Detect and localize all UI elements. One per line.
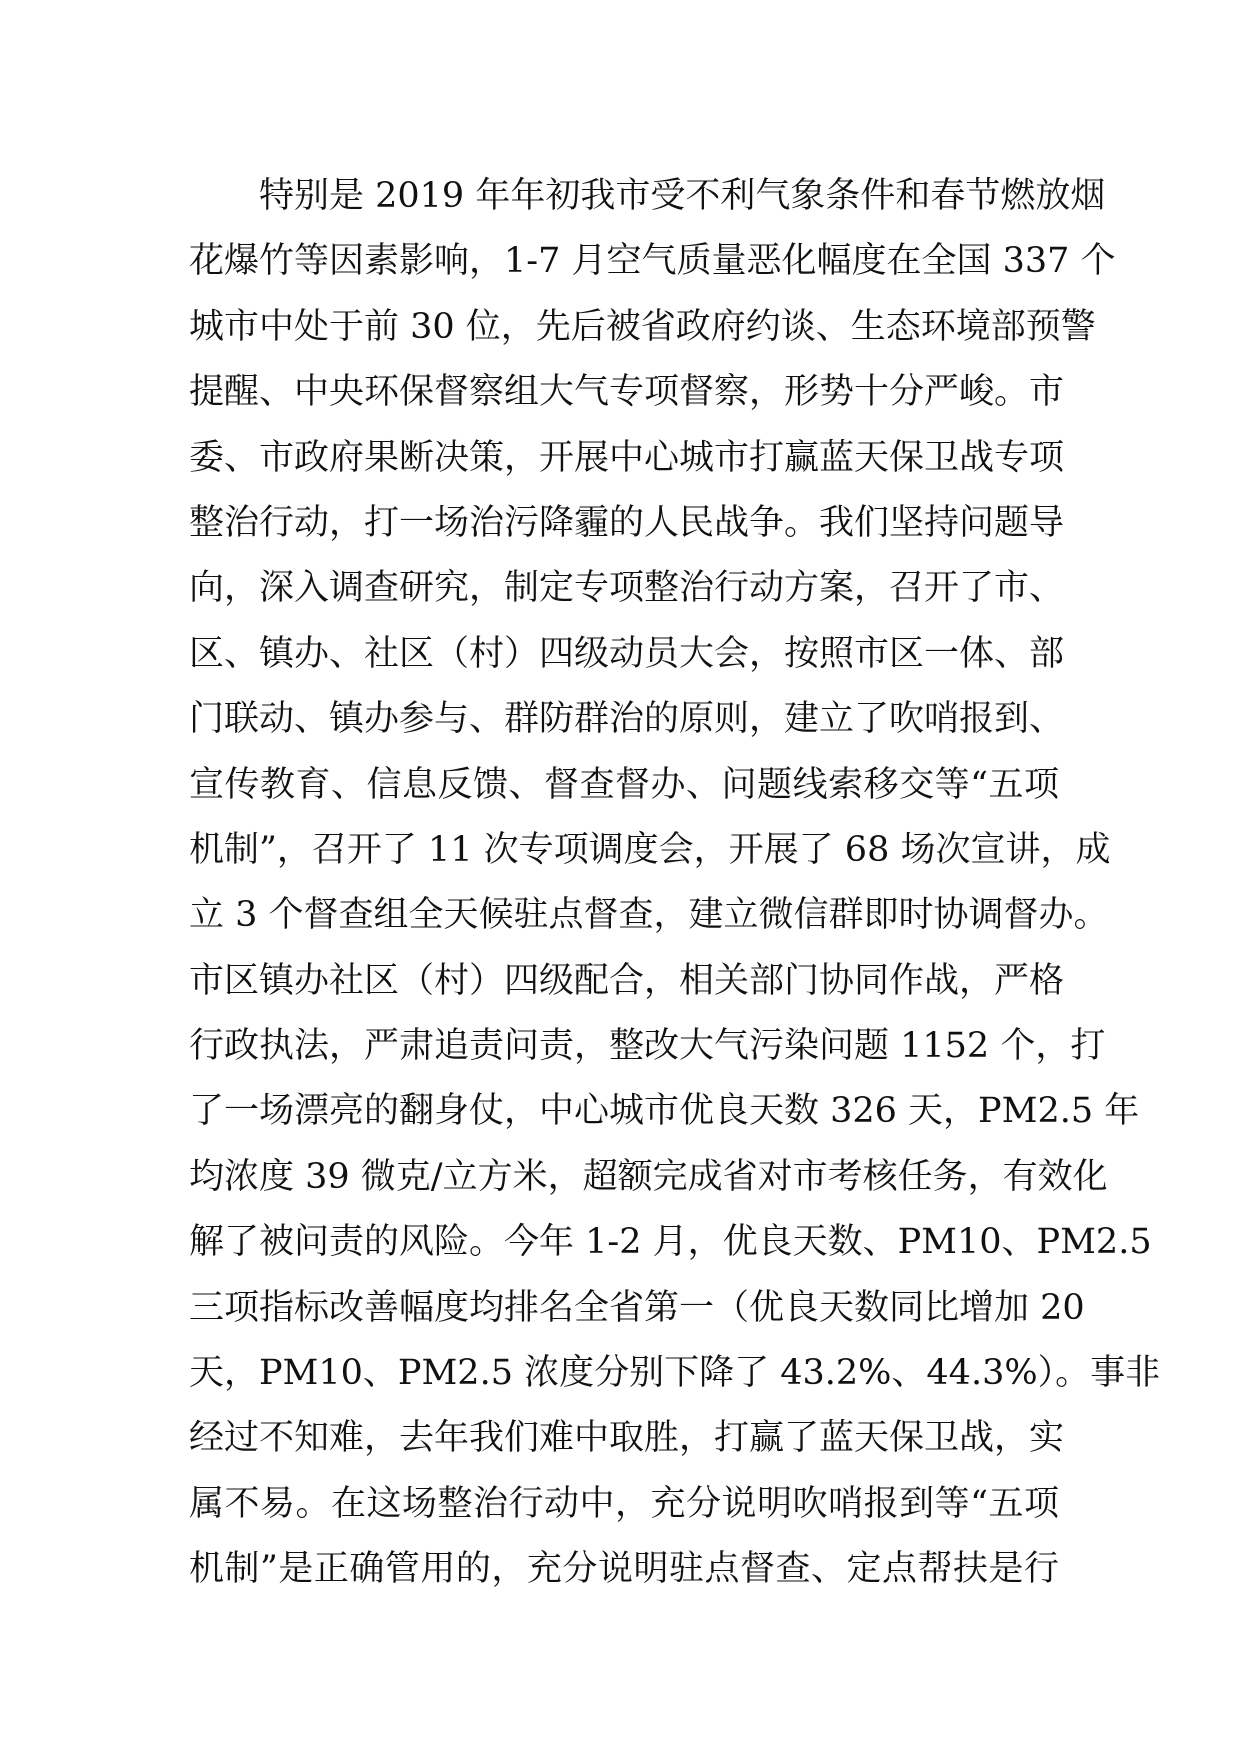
text-line: 经过不知难，去年我们难中取胜，打赢了蓝天保卫战，实 [189,1418,1065,1459]
text-line: 整治行动，打一场治污降霾的人民战争。我们坚持问题导 [189,502,1065,543]
text-line: 城市中处于前 30 位，先后被省政府约谈、生态环境部预警 [189,306,1096,347]
text-line: 区、镇办、社区（村）四级动员大会，按照市区一体、部 [189,633,1065,674]
text-line: 提醒、中央环保督察组大气专项督察，形势十分严峻。市 [189,372,1065,413]
text-line: 均浓度 39 微克/立方米，超额完成省对市考核任务，有效化 [189,1156,1108,1197]
text-line: 属不易。在这场整治行动中，充分说明吹哨报到等“五项 [189,1483,1059,1524]
text-line: 宣传教育、信息反馈、督查督办、问题线索移交等“五项 [189,764,1059,805]
text-line: 机制”，召开了 11 次专项调度会，开展了 68 场次宣讲，成 [189,829,1111,870]
text-line: 委、市政府果断决策，开展中心城市打赢蓝天保卫战专项 [189,437,1065,478]
text-line: 天，PM10、PM2.5 浓度分别下降了 43.2%、44.3%）。事非 [189,1353,1161,1394]
text-line: 立 3 个督查组全天候驻点督查，建立微信群即时协调督办。 [189,895,1109,936]
text-line: 门联动、镇办参与、群防群治的原则，建立了吹哨报到、 [189,699,1065,740]
text-line: 向，深入调查研究，制定专项整治行动方案，召开了市、 [189,568,1065,609]
body-paragraph [189,164,1161,1603]
text-line: 了一场漂亮的翻身仗，中心城市优良天数 326 天，PM2.5 年 [189,1091,1140,1132]
text-line: 花爆竹等因素影响，1-7 月空气质量恶化幅度在全国 337 个 [189,241,1116,282]
text-line: 机制”是正确管用的，充分说明驻点督查、定点帮扶是行 [189,1549,1059,1590]
text-line: 市区镇办社区（村）四级配合，相关部门协同作战，严格 [189,960,1065,1001]
text-line: 解了被问责的风险。今年 1-2 月，优良天数、PM10、PM2.5 [189,1222,1152,1263]
text-line: 特别是 2019 年年初我市受不利气象条件和春节燃放烟 [259,176,1106,216]
text-line: 三项指标改善幅度均排名全省第一（优良天数同比增加 20 [189,1287,1085,1328]
text-line: 行政执法，严肃追责问责，整改大气污染问题 1152 个，打 [189,1026,1106,1067]
